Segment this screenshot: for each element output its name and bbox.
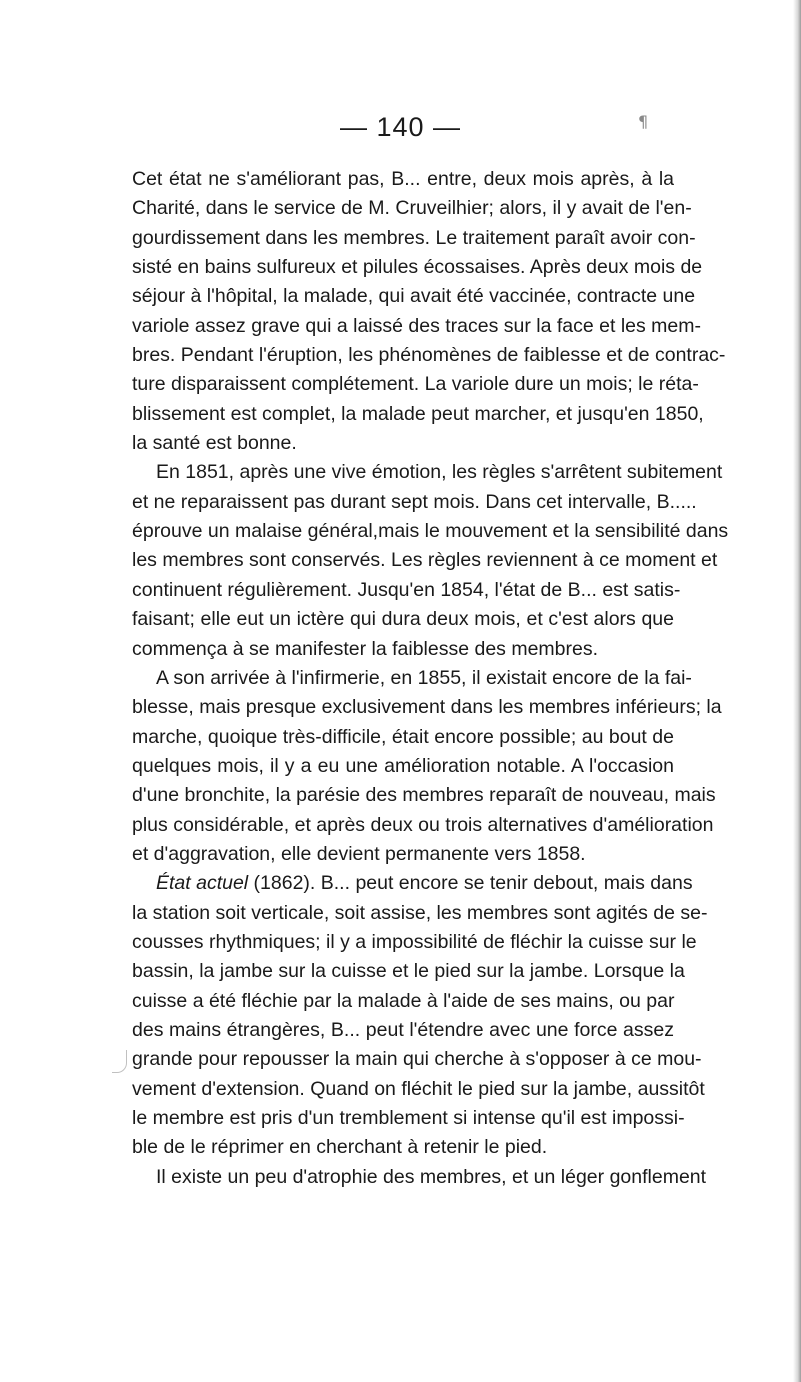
text-line: cuisse a été fléchie par la malade à l'aide de ses mains, ou par: [132, 989, 675, 1012]
corner-mark: ¶: [638, 112, 649, 131]
text-line: faisant; elle eut un ictère qui dura deux mois, et c'est alors que: [132, 608, 674, 631]
text-line: A son arrivée à l'infirmerie, en 1855, il existait encore de la fai-: [156, 666, 692, 689]
text-line: continuent régulièrement. Jusqu'en 1854, l'état de B... est satis-: [132, 578, 681, 601]
text-line: séjour à l'hôpital, la malade, qui avait été vaccinée, contracte une: [132, 285, 696, 308]
text-line: la santé est bonne.: [132, 432, 297, 455]
page-number: — 140 —: [339, 112, 462, 142]
text-line: blissement est complet, la malade peut marcher, et jusqu'en 1850,: [132, 402, 704, 425]
text-line: ture disparaissent complétement. La variole dure un mois; le réta-: [132, 373, 699, 396]
body-text: [132, 165, 729, 1192]
text-line: Cet état ne s'améliorant pas, B... entre, deux mois après, à la: [132, 168, 674, 190]
ink-mark: [112, 1050, 127, 1073]
text-line: vement d'extension. Quand on fléchit le pied sur la jambe, aussitôt: [132, 1077, 705, 1100]
text-line: quelques mois, il y a eu une amélioration notable. A l'occasion: [132, 754, 674, 777]
text-line: ble de le réprimer en cherchant à retenir le pied.: [132, 1136, 548, 1159]
text-line: grande pour repousser la main qui cherche à s'opposer à ce mou-: [132, 1048, 702, 1071]
text-line: [132, 869, 693, 898]
text-line: et ne reparaissent pas durant sept mois. Dans cet intervalle, B.....: [132, 490, 697, 513]
text-line: et d'aggravation, elle devient permanente vers 1858.: [132, 842, 586, 865]
text-line: cousses rhythmiques; il y a impossibilité de fléchir la cuisse sur le: [132, 930, 697, 953]
text-fragment: (1862). B... peut encore se tenir debout, mais dans: [248, 872, 693, 895]
text-line: la station soit verticale, soit assise, les membres sont agités de se-: [132, 901, 708, 924]
text-line: Charité, dans le service de M. Cruveilhier; alors, il y avait de l'en-: [132, 197, 692, 220]
text-line: éprouve un malaise général,mais le mouvement et la sensibilité dans: [132, 520, 729, 543]
text-line: des mains étrangères, B... peut l'étendre avec une force assez: [132, 1018, 674, 1041]
text-line: Il existe un peu d'atrophie des membres, et un léger gonflement: [156, 1165, 707, 1188]
text-line: sisté en bains sulfureux et pilules écossaises. Après deux mois de: [132, 256, 703, 279]
text-line: bres. Pendant l'éruption, les phénomènes de faiblesse et de contrac-: [132, 344, 726, 367]
text-line: d'une bronchite, la parésie des membres reparaît de nouveau, mais: [132, 784, 716, 807]
section-lead: État actuel: [156, 872, 249, 895]
text-line: le membre est pris d'un tremblement si intense qu'il est impossi-: [132, 1107, 685, 1129]
text-line: les membres sont conservés. Les règles reviennent à ce moment et: [132, 549, 718, 572]
text-line: En 1851, après une vive émotion, les règles s'arrêtent subitement: [156, 461, 723, 484]
text-line: bassin, la jambe sur la cuisse et le pied sur la jambe. Lorsque la: [132, 960, 685, 983]
text-line: plus considérable, et après deux ou trois alternatives d'amélioration: [132, 813, 714, 836]
text-line: variole assez grave qui a laissé des traces sur la face et les mem-: [132, 314, 701, 337]
text-line: marche, quoique très-difficile, était encore possible; au bout de: [132, 725, 674, 748]
text-line: blesse, mais presque exclusivement dans les membres inférieurs; la: [132, 696, 722, 719]
page-edge-shadow: [793, 0, 801, 1382]
text-line: gourdissement dans les membres. Le traitement paraît avoir con-: [132, 226, 696, 249]
text-line: commença à se manifester la faiblesse des membres.: [132, 637, 599, 660]
